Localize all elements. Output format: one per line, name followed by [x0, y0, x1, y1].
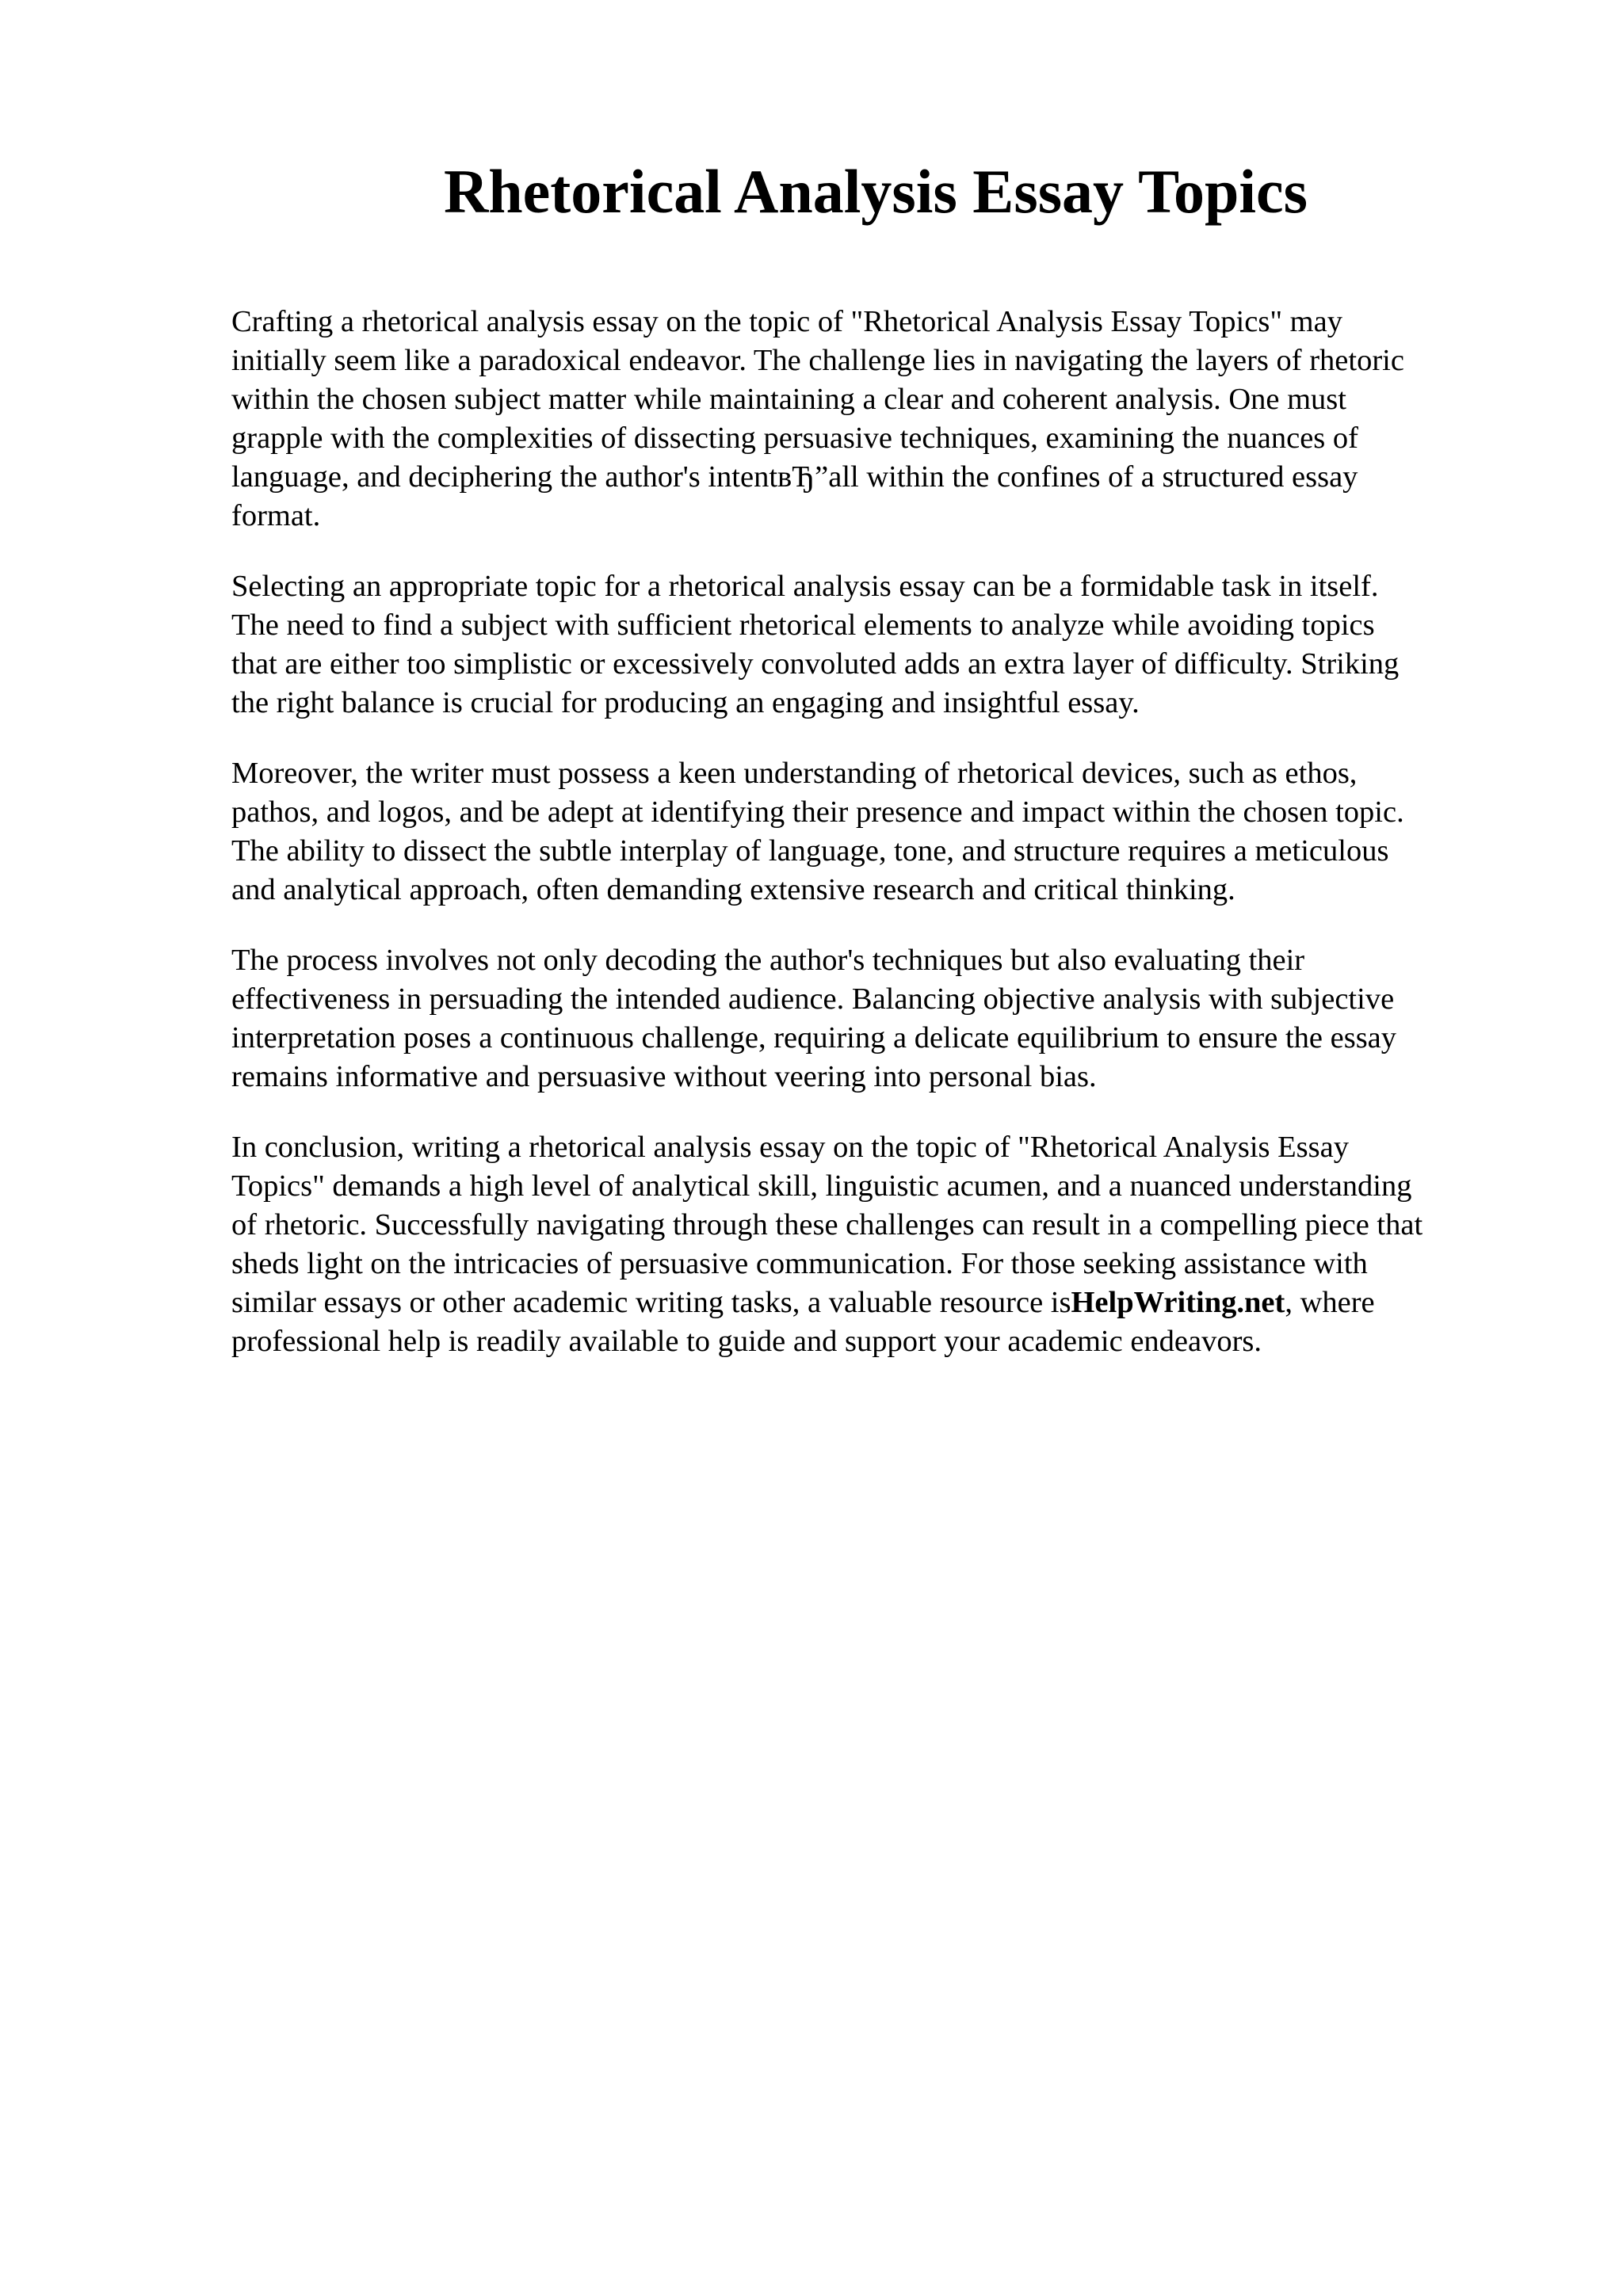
text-line: remains informative and persuasive without veering into personal bias. — [231, 1060, 1097, 1093]
text-line: Topics" demands a high level of analytical skill, linguistic acumen, and a nuanced understanding — [231, 1169, 1412, 1203]
text-line: pathos, and logos, and be adept at identifying their presence and impact within the chosen topic. — [231, 795, 1404, 829]
essay-body — [231, 303, 1531, 1393]
page-title: Rhetorical Analysis Essay Topics — [443, 157, 1308, 226]
text-line: within the chosen subject matter while maintaining a clear and coherent analysis. One must — [231, 383, 1346, 416]
text-line: and analytical approach, often demanding extensive research and critical thinking. — [231, 873, 1235, 906]
paragraph-2 — [231, 567, 1531, 723]
text-line: effectiveness in persuading the intended audience. Balancing objective analysis with subjective — [231, 982, 1395, 1016]
text-line: Moreover, the writer must possess a keen understanding of rhetorical devices, such as ethos, — [231, 757, 1358, 790]
text-line: The need to find a subject with sufficient rhetorical elements to analyze while avoiding topics — [231, 608, 1375, 642]
text-line-with-link — [231, 1283, 1531, 1322]
helpwriting-link[interactable]: HelpWriting.net — [1071, 1286, 1285, 1319]
text-line: professional help is readily available to guide and support your academic endeavors. — [231, 1325, 1262, 1358]
text-line: In conclusion, writing a rhetorical analysis essay on the topic of "Rhetorical Analysis Essay — [231, 1131, 1349, 1164]
text-line: Crafting a rhetorical analysis essay on the topic of "Rhetorical Analysis Essay Topics" may — [231, 305, 1342, 338]
link-prefix-text: similar essays or other academic writing tasks, a valuable resource is — [231, 1286, 1071, 1319]
paragraph-3 — [231, 754, 1531, 910]
text-line: The ability to dissect the subtle interplay of language, tone, and structure requires a meticulous — [231, 834, 1389, 868]
text-line: grapple with the complexities of dissecting persuasive techniques, examining the nuances of — [231, 421, 1358, 455]
paragraph-5 — [231, 1128, 1531, 1361]
text-line: interpretation poses a continuous challenge, requiring a delicate equilibrium to ensure the essay — [231, 1021, 1397, 1055]
text-line: initially seem like a paradoxical endeavor. The challenge lies in navigating the layers of rhetoric — [231, 344, 1404, 377]
link-suffix-text: , where — [1285, 1286, 1375, 1319]
text-line: language, and deciphering the author's intentвЂ”all within the confines of a structured essay — [231, 460, 1358, 494]
text-line: that are either too simplistic or excessively convoluted adds an extra layer of difficulty. Striking — [231, 647, 1400, 681]
text-line: format. — [231, 499, 321, 532]
paragraph-4 — [231, 941, 1531, 1097]
text-line: the right balance is crucial for producing an engaging and insightful essay. — [231, 686, 1140, 719]
text-line: The process involves not only decoding the author's techniques but also evaluating their — [231, 944, 1305, 977]
text-line: Selecting an appropriate topic for a rhetorical analysis essay can be a formidable task in itself. — [231, 570, 1379, 603]
text-line: of rhetoric. Successfully navigating through these challenges can result in a compelling piece that — [231, 1208, 1423, 1241]
paragraph-1 — [231, 303, 1531, 536]
text-line: sheds light on the intricacies of persuasive communication. For those seeking assistance with — [231, 1247, 1368, 1280]
